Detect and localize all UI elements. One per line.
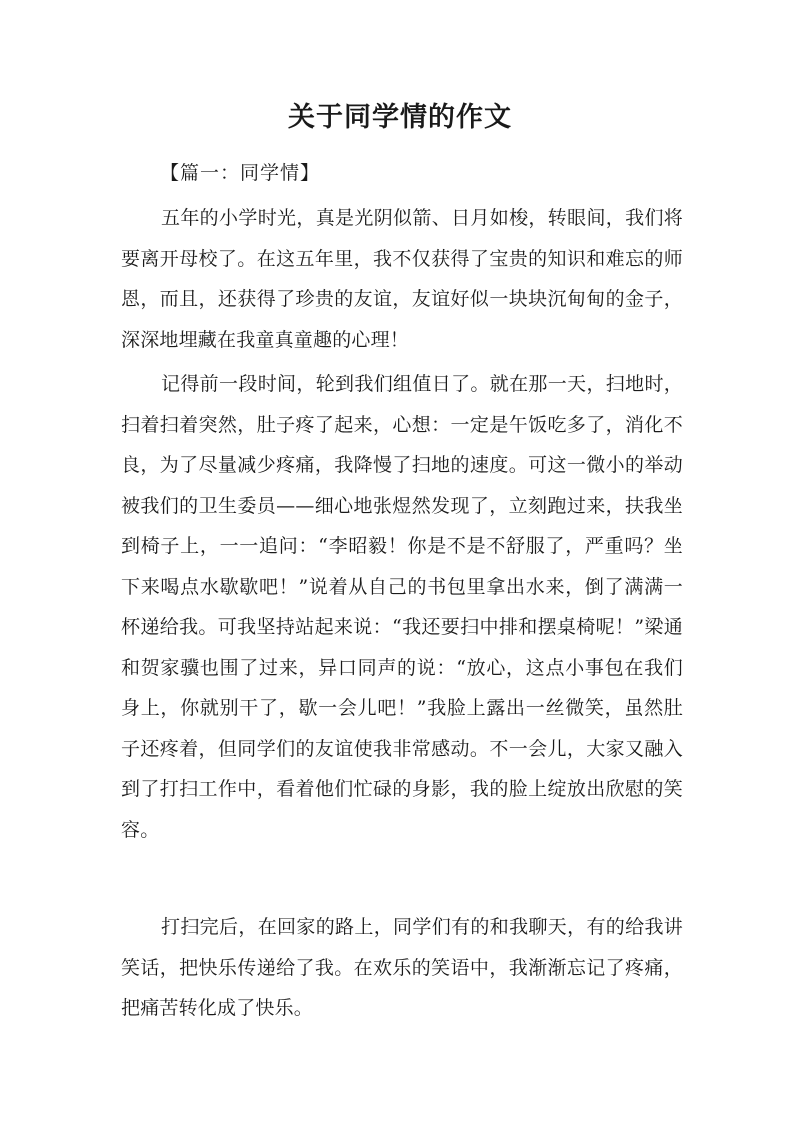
paragraph-1: 五年的小学时光，真是光阴似箭、日月如梭，转眼间，我们将要离开母校了。在这五年里，我不仅获得了宝贵的知识和难忘的师恩，而且，还获得了珍贵的友谊，友谊好似一块块沉甸甸的金子，深深地埋藏在我童真童趣的心理！ [121, 207, 683, 351]
paragraph-3: 打扫完后，在回家的路上，同学们有的和我聊天，有的给我讲笑话，把快乐传递给了我。在欢乐的笑语中，我渐渐忘记了疼痛，把痛苦转化成了快乐。 [121, 916, 683, 1019]
section-heading: 【篇一：同学情】 [160, 162, 321, 184]
page-title: 关于同学情的作文 [288, 102, 512, 133]
paragraph-2: 记得前一段时间，轮到我们组值日了。就在那一天，扫地时，扫着扫着突然，肚子疼了起来，心想：一定是午饭吃多了，消化不良，为了尽量减少疼痛，我降慢了扫地的速度。可这一微小的举动被我们的卫生委员——细心地张煜然发现了，立刻跑过来，扶我坐到椅子上，一一追问：“李昭毅！你是不是不舒服了，严重吗？坐下来喝点水歇歇吧！”说着从自己的书包里拿出水来，倒了满满一杯递给我。可我坚持站起来说：“我还要扫中排和摆桌椅呢！”梁通和贺家骥也围了过来，异口同声的说：“放心，这点小事包在我们身上，你就别干了，歇一会儿吧！”我脸上露出一丝微笑，虽然肚子还疼着，但同学们的友谊使我非常感动。不一会儿，大家又融入到了打扫工作中，看着他们忙碌的身影，我的脸上绽放出欣慰的笑容。 [121, 373, 683, 841]
